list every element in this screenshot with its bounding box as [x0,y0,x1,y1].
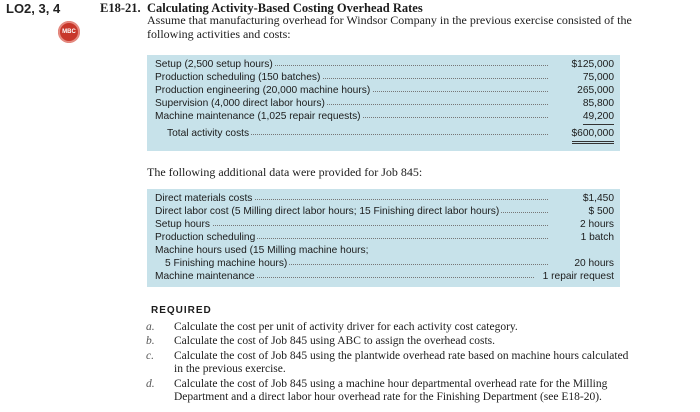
total-value: $600,000 [572,128,615,144]
row-value: $1,450 [582,193,614,204]
exercise-title: Calculating Activity-Based Costing Overhead Rates [147,1,423,15]
table-row [155,59,614,72]
row-label: Direct materials costs [155,193,253,204]
exercise-intro: Assume that manufacturing overhead for Windsor Company in the previous exercise consisted of the following activities and costs: [147,13,632,41]
row-label: Production engineering (20,000 machine hours) [155,85,371,96]
row-label: Setup hours [155,219,210,230]
item-letter: d. [146,378,155,390]
total-label: Total activity costs [167,128,250,139]
item-letter: c. [146,350,154,362]
additional-data-heading: The following additional data were provided for Job 845: [147,165,423,179]
table-row [155,85,614,98]
job-data-table [147,189,620,287]
row-value: 20 hours [574,258,614,269]
mbc-badge-icon: MBC [58,21,80,43]
table-row [155,271,614,284]
learning-objectives: LO2, 3, 4 [6,1,61,16]
row-label: Setup (2,500 setup hours) [155,59,273,70]
item-letter: a. [146,321,155,333]
table-row [155,206,614,219]
exercise-number: E18-21. [100,1,141,15]
table-row [155,232,614,245]
row-value: 2 hours [580,219,614,230]
table-row [155,219,614,232]
activity-costs-table [147,55,620,151]
item-letter: b. [146,335,155,347]
row-label: Machine hours used (15 Milling machine hours; [155,245,369,256]
table-row [155,111,614,124]
row-value: $125,000 [571,59,614,70]
table-row [155,72,614,85]
row-label: Machine maintenance [155,271,255,282]
table-row [155,245,614,258]
item-text: Calculate the cost per unit of activity driver for each activity cost category. [174,321,518,333]
row-value: 85,800 [582,98,614,109]
row-value: 1 batch [580,232,614,243]
item-text: Calculate the cost of Job 845 using a machine hour departmental overhead rate for the Milling Department and a direct labor hour overhead rate for the Finishing Department (see E18-20). [174,378,608,403]
table-row [155,98,614,111]
leader-dots [155,225,548,226]
table-row [165,258,614,271]
row-label: Machine maintenance (1,025 repair requests) [155,111,361,122]
row-value: $ 500 [588,206,614,217]
row-label: Direct labor cost (5 Milling direct labor hours; 15 Finishing direct labor hours) [155,206,500,217]
row-value: 1 repair request [542,271,614,282]
row-label: Supervision (4,000 direct labor hours) [155,98,325,109]
item-text: Calculate the cost of Job 845 using ABC to assign the overhead costs. [174,335,495,347]
item-text: Calculate the cost of Job 845 using the plantwide overhead rate based on machine hours calculated in the previous exercise. [174,350,629,375]
row-value: 265,000 [577,85,614,96]
row-value: 75,000 [582,72,614,83]
row-label: Production scheduling [155,232,256,243]
table-row [155,193,614,206]
row-label: Production scheduling (150 batches) [155,72,321,83]
total-row [167,128,614,141]
row-label: 5 Finishing machine hours) [165,258,288,269]
required-heading: REQUIRED [151,305,212,316]
row-value: 49,200 [583,111,614,125]
